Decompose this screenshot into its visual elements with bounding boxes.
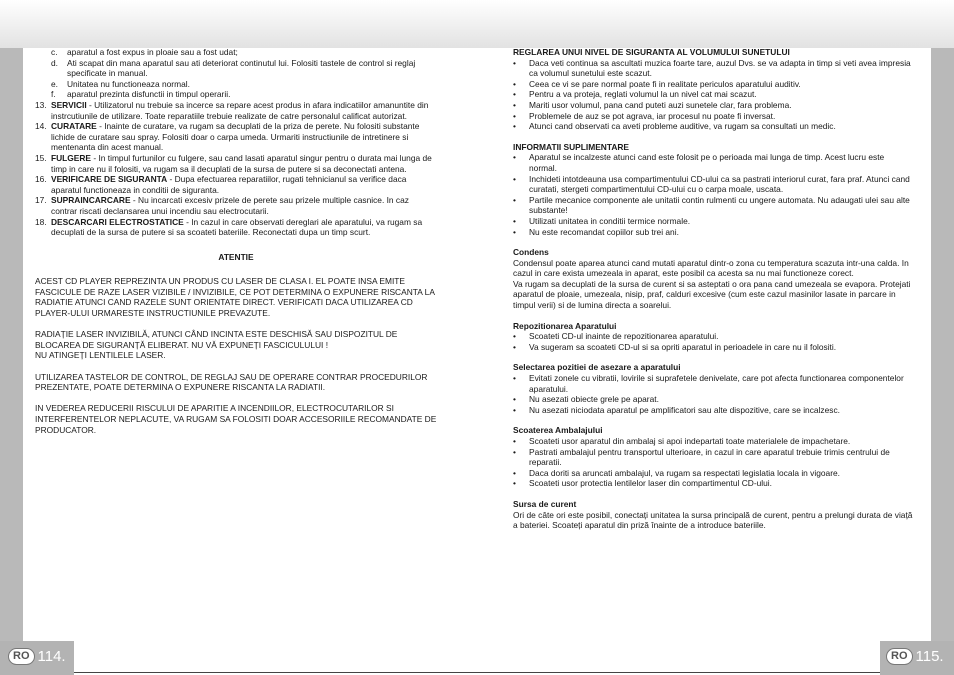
bullet-text: Atunci cand observati ca aveti probleme auditive, va rugam sa consultati un medic. (529, 121, 836, 132)
item-text: - Nu incarcati excesiv prizele de perete sau prizele multiple casnice. In caz contrar riscati declansarea unui incendiu sau electrocutarii. (51, 195, 409, 216)
left-page-column (35, 47, 437, 435)
item-title: FULGERE (51, 152, 92, 163)
bullet-text: Nu asezati obiecte grele pe aparat. (529, 394, 659, 405)
bullet-item: • Partile mecanice componente ale unitatii contin rulmenti cu ungere automata. Nu adaugati ulei sau alte substante! (513, 195, 913, 216)
list-item (51, 79, 437, 90)
bullet-text: Evitati zonele cu vibratii, lovirile si suprafetele denivelate, care pot afecta functionarea componentelor aparatului. (529, 373, 904, 394)
section-title: Sursa de curent (513, 498, 577, 509)
bullet-text: Utilizati unitatea in conditii termice normale. (529, 215, 691, 226)
section-title: Repozitionarea Aparatului (513, 320, 617, 331)
right-page-column (513, 47, 913, 531)
section-title: INFORMATII SUPLIMENTARE (513, 141, 630, 152)
bullet-item: • Scoateti usor protectia lentilelor laser din compartimentul CD-ului. (513, 478, 772, 489)
bullet-item: • Utilizati unitatea in conditii termice normale. (513, 215, 691, 226)
bullet-text: Daca veti continua sa ascultati muzica foarte tare, auzul Dvs. se va adapta in timp si veti avea impresia ca volumul sunetului este scazut. (529, 57, 911, 79)
bullet-text: Va sugeram sa scoateti CD-ul si sa opriti aparatul in perioadele in care nu il folositi. (529, 341, 837, 352)
atentie-paragraph: UTILIZAREA TASTELOR DE CONTROL, DE REGLAJ SAU DE OPERARE CONTRAR PROCEDURILOR PREZENTATE, POATE DETERMINA O EXPUNERE RISCANTA LA RADIATII. (35, 371, 428, 393)
bullet-item: • Ceea ce vi se pare normal poate fi in realitate periculos aparatului auditiv. (513, 78, 801, 89)
bullet-item: • Scoateti CD-ul inainte de repozitionarea aparatului. (513, 331, 719, 342)
language-badge: RO (886, 648, 913, 665)
item-body (51, 121, 437, 153)
item-body (51, 195, 437, 216)
numbered-item (35, 121, 437, 153)
item-body (51, 174, 437, 195)
bullet-item: • Daca veti continua sa ascultati muzica foarte tare, auzul Dvs. se va adapta in timp si veti avea impresia ca volumul sunetului este scazut. (513, 58, 913, 79)
left-side-bar (0, 48, 23, 641)
bullet-item: • Va sugeram sa scoateti CD-ul si sa opriti aparatul in perioadele in care nu il folositi. (513, 341, 837, 352)
atentie-paragraph: IN VEDEREA REDUCERII RISCULUI DE APARITIE A INCENDIILOR, ELECTROCUTARILOR SI INTERFERENTELOR NEPLACUTE, VA RUGAM SA FOLOSITI DOAR ACCESORIILE RECOMANDATE DE PRODUCATOR. (35, 403, 437, 435)
atentie-heading: ATENTIE (218, 251, 254, 262)
body-paragraph: Ori de câte ori este posibil, conectați unitatea la sursa principală de curent, pentru a prelungi durata de viață a bateriei. Scoateți aparatul din priză înainte de a introduce bateriile. (513, 509, 913, 531)
item-text: - In cazul in care observati dereglari ale aparatului, va rugam sa decuplati de la sursa de putere si sa scoateti bateriile. Reconectati dupa un timp scurt. (51, 216, 423, 238)
footer-rule (74, 672, 880, 673)
bullet-item: • Problemele de auz se pot agrava, iar procesul nu poate fi inversat. (513, 110, 776, 121)
item-body (51, 153, 437, 174)
body-paragraph: Va rugam sa decuplati de la sursa de curent si sa asteptati o ora pana cand umezeala se evapora. Protejati aparatul de ploaie, umezeala, nisip, praf, calduri excesive (cum este cazul masinilor lasate in parcare in timpul verii) si de lumina directa a soarelui. (513, 278, 911, 311)
bullet-item: • Evitati zonele cu vibratii, lovirile si suprafetele denivelate, care pot afecta functionarea componentelor aparatului. (513, 373, 913, 394)
item-title: CURATARE (51, 121, 97, 132)
item-title: DESCARCARI ELECTROSTATICE (51, 216, 184, 227)
bullet-item: • Aparatul se incalzeste atunci cand este folosit pe o perioada mai lunga de timp. Acest lucru este normal. (513, 152, 913, 173)
page-number: 115. (915, 648, 944, 665)
bullet-text: Ceea ce vi se pare normal poate fi in realitate periculos aparatului auditiv. (529, 78, 801, 89)
list-item (51, 89, 437, 100)
item-number: 13. (35, 99, 47, 110)
bullet-text: Nu asezati niciodata aparatul pe amplificatori sau alte dispozitive, care se incalzesc. (529, 404, 840, 415)
item-title: VERIFICARE DE SIGURANTA (51, 174, 168, 185)
numbered-item (35, 153, 437, 174)
bullet-item: • Mariti usor volumul, pana cand puteti auzi sunetele clar, fara problema. (513, 99, 792, 110)
item-body (51, 217, 437, 238)
bullet-item: • Atunci cand observati ca aveti probleme auditive, va rugam sa consultati un medic. (513, 121, 836, 132)
item-text: - Inainte de curatare, va rugam sa decuplati de la priza de perete. Nu folositi substante lichide de curatare sau spray. Folositi doar o carpa umeda. Urmariti instructiunile de intretinere si mentenanta din acest manual. (51, 121, 420, 153)
item-number: 17. (35, 195, 47, 206)
bullet-text: Partile mecanice componente ale unitatii contin rulmenti cu ungere automata. Nu adaugati ulei sau alte substante! (529, 194, 910, 216)
section-title: Selectarea pozitiei de asezare a aparatului (513, 362, 681, 373)
bullet-item: • Nu asezati obiecte grele pe aparat. (513, 394, 659, 405)
atentie-paragraph: RADIAȚIE LASER INVIZIBILĂ, ATUNCI CÂND INCINTA ESTE DESCHISĂ SAU DISPOZITUL DE BLOCAREA DE SIGURANȚĂ ELIBERAT. NU VĂ EXPUNEȚI FASCICULULUI ! (35, 329, 398, 350)
item-text: - Utilizatorul nu trebuie sa incerce sa repare acest produs in afara indicatiilor amanuntite din instrcutiunile de utilizare. Toate reparatiile trebuie realizate de catre personalul calificat autorizat. (51, 99, 429, 121)
numbered-item (35, 217, 437, 238)
bullet-text: Daca doriti sa aruncati ambalajul, va rugam sa respectati legislatia locala in vigoare. (529, 467, 840, 478)
list-text: Unitatea nu functioneaza normal. (67, 78, 190, 89)
numbered-item (35, 195, 437, 216)
item-title: SERVICII (51, 99, 87, 110)
item-number: 16. (35, 174, 47, 185)
bullet-item: • Pastrati ambalajul pentru transportul ulterioare, in cazul in care aparatul trebuie trimis centrului de reparatii. (513, 447, 913, 468)
item-text: - In timpul furtunilor cu fulgere, sau cand lasati aparatul singur pentru o durata mai lunga de timp in care nu il folositi, va rugam sa il decuplati de la sursa de putere si sa deconectati antena. (51, 152, 432, 174)
item-text: - Dupa efectuarea reparatiilor, rugati tehnicianul sa verifice daca aparatul functioneaza in conditii de siguranta. (51, 174, 407, 195)
list-marker: f. (51, 89, 56, 100)
section-title: REGLAREA UNUI NIVEL DE SIGURANTA AL VOLUMULUI SUNETULUI (513, 47, 790, 57)
header-band (0, 0, 954, 48)
page-number: 114. (37, 648, 66, 665)
section-title: Condens (513, 247, 549, 258)
bullet-text: Inchideti intotdeauna usa compartimentului CD-ului ca sa pastrati interiorul curat, fara praf. Atunci cand curatati, stergeti compartimentului CD-ului cu o carpa moale, uscata. (529, 173, 910, 195)
list-text: aparatul prezinta disfunctii in timpul operarii. (67, 89, 231, 100)
bullet-text: Aparatul se incalzeste atunci cand este folosit pe o perioada mai lunga de timp. Acest lucru este normal. (529, 152, 885, 173)
list-item (51, 47, 437, 58)
item-number: 14. (35, 121, 47, 132)
list-marker: e. (51, 78, 58, 89)
numbered-item (35, 174, 437, 195)
bullet-text: Scoateti CD-ul inainte de repozitionarea aparatului. (529, 331, 719, 342)
list-marker: c. (51, 47, 58, 57)
bullet-text: Scoateti usor protectia lentilelor laser din compartimentul CD-ului. (529, 478, 772, 489)
bullet-text: Nu este recomandat copiilor sub trei ani. (529, 226, 679, 237)
section-title: Scoaterea Ambalajului (513, 425, 603, 436)
bullet-item: • Inchideti intotdeauna usa compartimentului CD-ului ca sa pastrati interiorul curat, fara praf. Atunci cand curatati, stergeti compartimentului CD-ului cu o carpa moale, uscata. (513, 174, 913, 195)
item-body (51, 100, 437, 121)
atentie-paragraph: ACEST CD PLAYER REPREZINTA UN PRODUS CU LASER DE CLASA I. EL POATE INSA EMITE FASCICULE DE RAZE LASER VIZIBILE / INVIZIBILE, CE POT DETERMINA O EXPUNERE RISCANTA LA RADIATIE ATUNCI CAND RAZELE SUNT ORIENTATE DIRECT. VERIFICATI DACA UTILIZAREA CD PLAYER-ULUI URMARESTE INSTRUCTIUNILE PREVAZUTE. (35, 276, 435, 319)
bullet-item: • Daca doriti sa aruncati ambalajul, va rugam sa respectati legislatia locala in vigoare. (513, 467, 840, 478)
bullet-item: • Nu este recomandat copiilor sub trei ani. (513, 226, 679, 237)
bullet-text: Pentru a va proteja, reglati volumul la un nivel cat mai scazut. (529, 89, 757, 100)
body-paragraph: Condensul poate aparea atunci cand mutati aparatul dintr-o zona cu temperatura scazuta intr-una calda. In cazul in care exista umezeala in aparat, este posibil ca acesta sa nu mai functioneze corect. (513, 257, 909, 279)
item-number: 18. (35, 216, 47, 227)
list-item (51, 58, 437, 79)
item-number: 15. (35, 152, 47, 163)
right-page-number (886, 648, 944, 665)
left-page-number (8, 648, 66, 665)
bullet-item: • Scoateti usor aparatul din ambalaj si apoi indepartati toate materialele de impachetare. (513, 436, 851, 446)
language-badge: RO (8, 648, 35, 665)
bullet-text: Scoateti usor aparatul din ambalaj si apoi indepartati toate materialele de impachetare. (529, 436, 851, 446)
bullet-text: Pastrati ambalajul pentru transportul ulterioare, in cazul in care aparatul trebuie trimis centrului de reparatii. (529, 446, 890, 468)
list-text: Ati scapat din mana aparatul sau ati deteriorat continutul lui. Folositi tastele de control si reglaj specificate in manual. (67, 57, 416, 79)
bullet-text: Mariti usor volumul, pana cand puteti auzi sunetele clar, fara problema. (529, 99, 792, 110)
list-marker: d. (51, 57, 58, 68)
item-title: SUPRAINCARCARE (51, 195, 131, 206)
bullet-item: • Pentru a va proteja, reglati volumul la un nivel cat mai scazut. (513, 89, 757, 100)
bullet-text: Problemele de auz se pot agrava, iar procesul nu poate fi inversat. (529, 110, 776, 121)
list-text: aparatul a fost expus in ploaie sau a fost udat; (67, 47, 238, 57)
right-side-bar (931, 48, 954, 641)
bullet-item: • Nu asezati niciodata aparatul pe amplificatori sau alte dispozitive, care se incalzesc. (513, 404, 840, 415)
numbered-item (35, 100, 437, 121)
atentie-paragraph: NU ATINGEȚI LENTILELE LASER. (35, 350, 166, 361)
